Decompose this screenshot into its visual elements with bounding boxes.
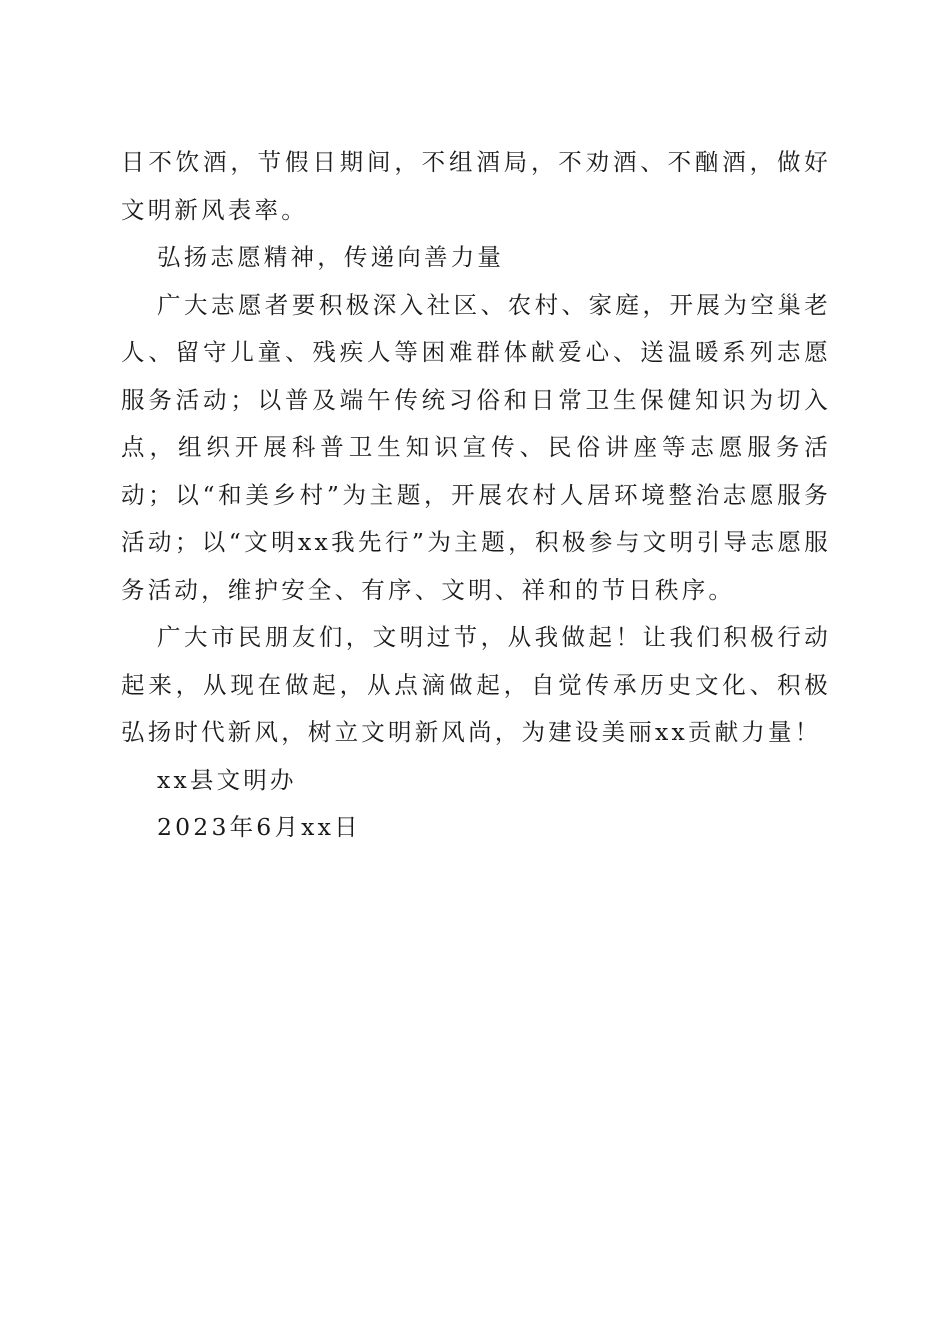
paragraph-closing: 广大市民朋友们，文明过节，从我做起！让我们积极行动起来，从现在做起，从点滴做起，自觉传承历史文化、积极弘扬时代新风，树立文明新风尚，为建设美丽xx贡献力量！ (121, 623, 831, 746)
paragraph-continuation: 日不饮酒，节假日期间，不组酒局，不劝酒、不酗酒，做好文明新风表率。 (121, 148, 831, 224)
paragraph-volunteers: 广大志愿者要积极深入社区、农村、家庭，开展为空巢老人、留守儿童、残疾人等困难群体献爱心、送温暖系列志愿服务活动；以普及端午传统习俗和日常卫生保健知识为切入点，组织开展科普卫生知识宣传、民俗讲座等志愿服务活动；以“和美乡村”为主题，开展农村人居环境整治志愿服务活动；以“文明xx我先行”为主题，积极参与文明引导志愿服务活动，维护安全、有序、文明、祥和的节日秩序。 (121, 290, 831, 604)
section-heading: 弘扬志愿精神，传递向善力量 (157, 243, 505, 271)
date-line: 2023年6月xx日 (157, 813, 361, 841)
signature: xx县文明办 (157, 765, 297, 794)
document-body (121, 139, 831, 852)
